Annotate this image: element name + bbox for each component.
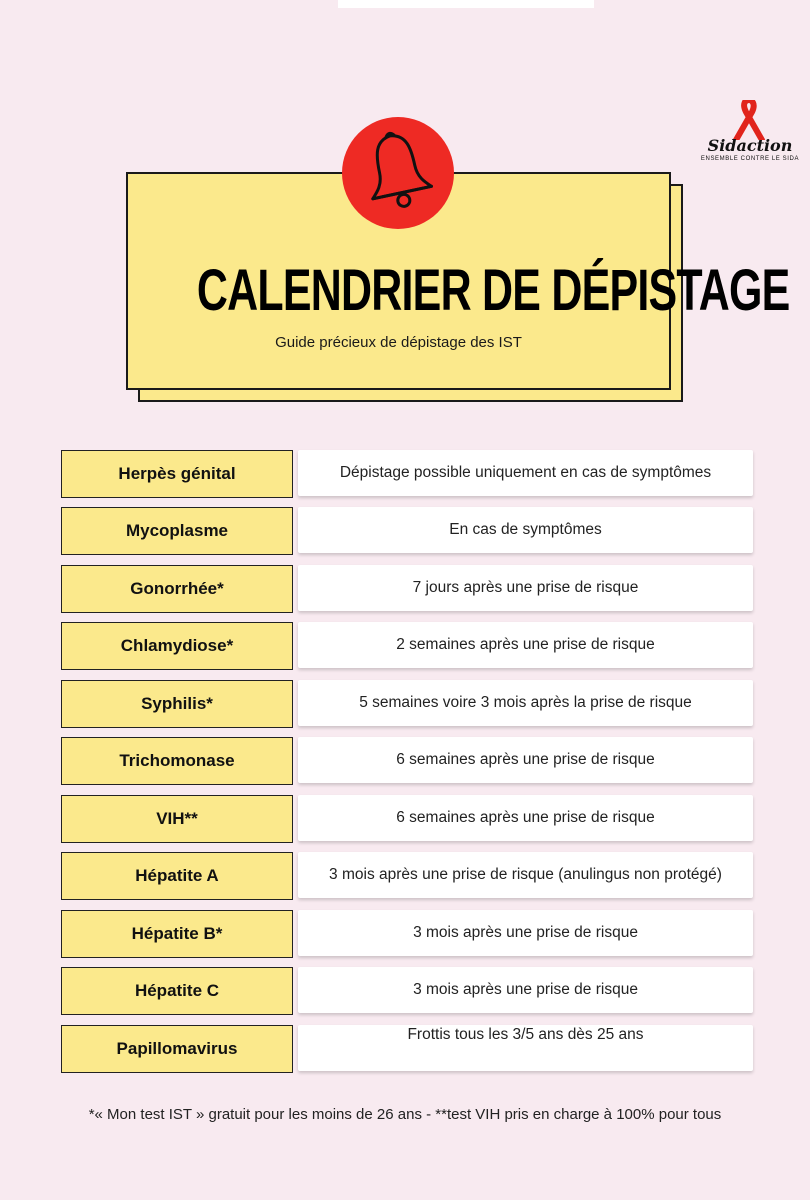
infection-name: VIH**: [61, 795, 293, 843]
infection-name: Gonorrhée*: [61, 565, 293, 613]
table-row: [0, 680, 810, 730]
table-row: [0, 1025, 810, 1075]
screening-timing: En cas de symptômes: [298, 507, 753, 553]
table-row: [0, 967, 810, 1017]
bell-badge: [342, 117, 454, 229]
infection-name: Trichomonase: [61, 737, 293, 785]
screening-timing: 3 mois après une prise de risque: [298, 910, 753, 956]
screening-timing: 3 mois après une prise de risque (anulingus non protégé): [298, 852, 753, 898]
page-subtitle: Guide précieux de dépistage des IST: [275, 334, 522, 351]
logo-brand: Sidaction: [707, 136, 793, 155]
table-row: [0, 737, 810, 787]
screening-timing: 3 mois après une prise de risque: [298, 967, 753, 1013]
table-row: [0, 450, 810, 500]
table-row: [0, 795, 810, 845]
page-title: CALENDRIER DE DÉPISTAGE: [196, 258, 790, 323]
red-ribbon-icon: [722, 100, 778, 140]
table-row: [0, 910, 810, 960]
top-strip: [338, 0, 594, 8]
infection-name: Hépatite B*: [61, 910, 293, 958]
infection-name: Hépatite A: [61, 852, 293, 900]
infection-name: Hépatite C: [61, 967, 293, 1015]
screening-timing: 6 semaines après une prise de risque: [298, 737, 753, 783]
screening-timing: 6 semaines après une prise de risque: [298, 795, 753, 841]
table-row: [0, 507, 810, 557]
table-row: [0, 852, 810, 902]
screening-timing: 7 jours après une prise de risque: [298, 565, 753, 611]
sidaction-logo: [700, 100, 800, 166]
screening-timing: Dépistage possible uniquement en cas de symptômes: [298, 450, 753, 496]
footnote: *« Mon test IST » gratuit pour les moins de 26 ans - **test VIH pris en charge à 100% pour tous: [88, 1106, 722, 1123]
infection-name: Chlamydiose*: [61, 622, 293, 670]
infection-name: Syphilis*: [61, 680, 293, 728]
table-row: [0, 565, 810, 615]
bell-icon: [358, 129, 438, 217]
screening-timing: Frottis tous les 3/5 ans dès 25 ans: [298, 1025, 753, 1071]
screening-timing: 2 semaines après une prise de risque: [298, 622, 753, 668]
screening-timing: 5 semaines voire 3 mois après la prise de risque: [298, 680, 753, 726]
infection-name: Mycoplasme: [61, 507, 293, 555]
table-row: [0, 622, 810, 672]
infection-name: Herpès génital: [61, 450, 293, 498]
infection-name: Papillomavirus: [61, 1025, 293, 1073]
logo-tagline: ENSEMBLE CONTRE LE SIDA: [700, 156, 800, 162]
